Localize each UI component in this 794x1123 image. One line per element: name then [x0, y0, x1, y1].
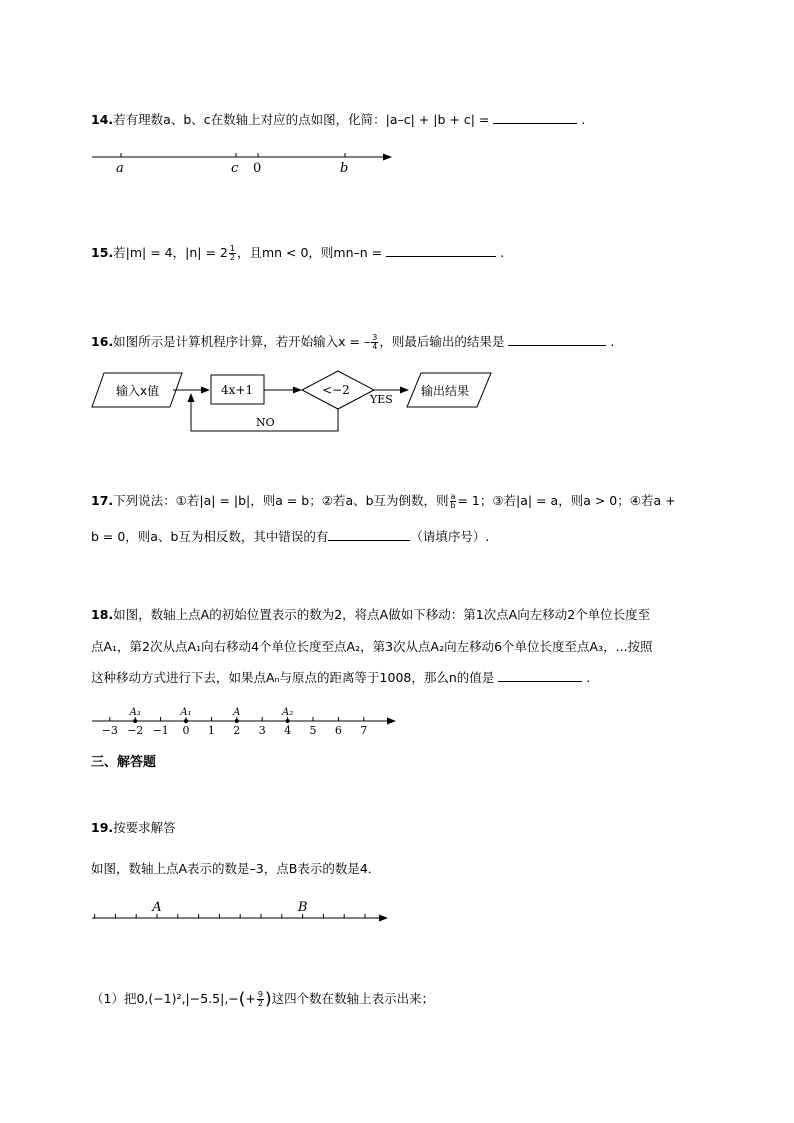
question-18-line-1: [91, 606, 650, 624]
tick-label: 5: [309, 724, 317, 737]
flow-input-label: 输入x值: [116, 384, 160, 398]
question-18-line-2: [91, 638, 653, 656]
question-number: 19.: [91, 820, 114, 835]
question-18-line-3: [91, 669, 590, 687]
question-text: （请填序号）.: [410, 529, 490, 544]
fraction-numerator: 1: [229, 244, 235, 253]
question-text: 若有理数a、b、c在数轴上对应的点如图，化简：|a–c| + |b + c| =: [113, 112, 490, 127]
question-number: 14.: [91, 112, 114, 127]
tick-label: 2: [233, 724, 241, 737]
question-number: 17.: [91, 493, 114, 508]
point-label-b: b: [340, 161, 349, 176]
plus-sign: +: [245, 991, 256, 1006]
point-label: A: [233, 707, 241, 718]
question-17-line-1: [91, 492, 676, 510]
question-text-post: ，则最后输出的结果是: [379, 334, 505, 349]
tick-label: 6: [334, 724, 342, 737]
fraction-numerator: 9: [257, 990, 263, 999]
question-19-part-1: [91, 990, 434, 1009]
answer-blank[interactable]: [386, 244, 496, 257]
question-text: 这四个数在数轴上表示出来；: [271, 991, 435, 1006]
section-title: 三、解答题: [91, 755, 157, 770]
tick-label: 1: [207, 724, 215, 737]
question-19-title: [91, 819, 176, 837]
flow-output-label: 输出结果: [421, 384, 470, 398]
fraction-denominator: b: [450, 501, 456, 510]
tick-label: 4: [284, 724, 292, 737]
fraction-denominator: 2: [229, 253, 235, 262]
point-label-a: a: [116, 161, 124, 176]
tick-label: 0: [182, 724, 190, 737]
answer-blank[interactable]: [508, 333, 606, 346]
tick-label: −2: [127, 724, 144, 737]
question-title: 按要求解答: [113, 820, 176, 835]
point-dot: [184, 719, 188, 723]
point-label: A: [152, 900, 162, 915]
point-label: B: [297, 900, 308, 915]
question-text: b = 0，则a、b互为相反数，其中错误的有: [91, 529, 329, 544]
point-label: A₁: [180, 707, 192, 718]
question-number: 16.: [91, 334, 114, 349]
flow-condition-label: <−2: [322, 383, 350, 397]
question-end: .: [581, 112, 586, 127]
question-text: 下列说法：①若|a| = |b|，则a = b；②若a、b互为倒数，则: [113, 493, 449, 508]
point-dot: [286, 719, 290, 723]
point-dot: [133, 719, 137, 723]
question-text: （1）把0,(−1)²,|−5.5|,−: [91, 991, 239, 1006]
question-end: .: [500, 245, 505, 260]
fraction: [371, 334, 378, 351]
question-number: 18.: [91, 607, 114, 622]
point-label-c: c: [231, 161, 239, 176]
fraction: [450, 493, 457, 510]
answer-blank[interactable]: [328, 528, 410, 541]
question-19-description: 如图，数轴上点A表示的数是–3，点B表示的数是4．: [91, 861, 381, 876]
flow-yes-label: YES: [370, 393, 393, 406]
question-text-pre: 若|m| = 4，|n| = 2: [113, 245, 228, 260]
point-label: A₃: [129, 707, 141, 718]
fraction-denominator: 4: [372, 342, 378, 351]
fraction-denominator: 2: [257, 999, 263, 1008]
tick-label: 3: [258, 724, 266, 737]
question-text: 如图，数轴上点A的初始位置表示的数为2，将点A做如下移动：第1次点A向左移动2个单位长度至: [113, 607, 651, 622]
point-label: A₂: [281, 707, 294, 718]
question-text-pre: 如图所示是计算机程序计算，若开始输入x = –: [113, 334, 371, 349]
flow-process-label: 4x+1: [221, 383, 254, 397]
flow-no-label: NO: [256, 416, 275, 429]
number-line-q19: [90, 898, 410, 932]
question-text: 这种移动方式进行下去，如果点Aₙ与原点的距离等于1008，那么n的值是: [91, 670, 495, 685]
question-16: [91, 333, 614, 351]
question-end: .: [610, 334, 615, 349]
paren-close: ): [265, 989, 272, 1010]
answer-blank[interactable]: [498, 669, 582, 682]
paren-open: (: [238, 989, 246, 1010]
question-14: [91, 111, 585, 129]
tick-label: 7: [360, 724, 368, 737]
point-label-0: 0: [253, 161, 262, 176]
tick-label: −1: [152, 724, 169, 737]
answer-blank[interactable]: [493, 111, 577, 124]
question-text-post: ，且mn < 0，则mn–n =: [236, 245, 383, 260]
question-number: 15.: [91, 245, 114, 260]
flowchart-q16: [90, 368, 500, 438]
question-17-line-2: [91, 528, 489, 546]
number-line-q18: [90, 704, 410, 740]
tick-label: −3: [101, 724, 118, 737]
fraction-numerator: 3: [372, 333, 378, 342]
question-text: = 1；③若|a| = a，则a > 0；④若a +: [457, 493, 676, 508]
fraction: [257, 991, 264, 1008]
question-15: [91, 244, 504, 262]
fraction-numerator: a: [450, 492, 456, 501]
point-dot: [235, 719, 239, 723]
fraction: [229, 245, 236, 262]
question-end: .: [586, 670, 591, 685]
number-line-q14: [90, 145, 410, 175]
question-text: 点A₁，第2次从点A₁向右移动4个单位长度至点A₂，第3次从点A₂向左移动6个单位长度至点A₃，...按照: [91, 639, 653, 654]
